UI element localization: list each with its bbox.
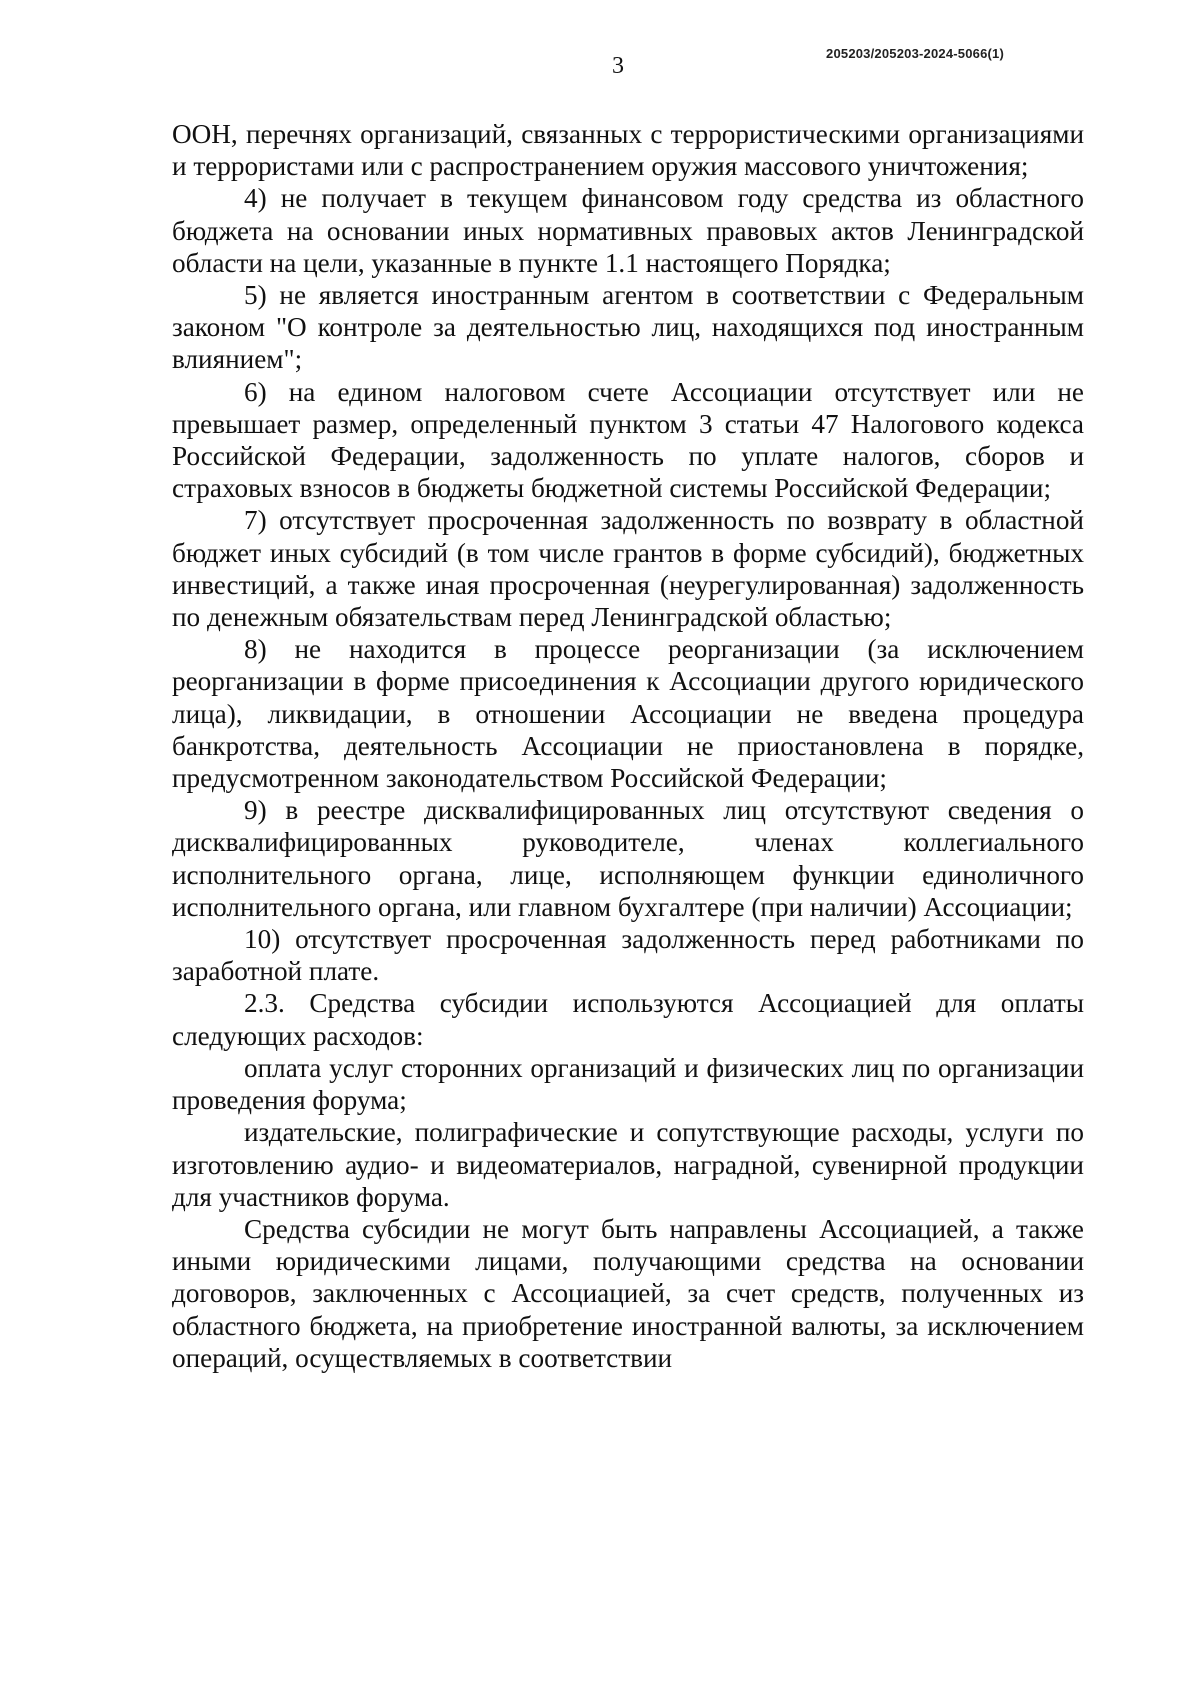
paragraph: 5) не является иностранным агентом в соответствии с Федеральным законом "О контроле за деятельностью лиц, находящихся под иностранным влиянием"; <box>172 280 1084 375</box>
paragraph: 6) на едином налоговом счете Ассоциации отсутствует или не превышает размер, определенный пунктом 3 статьи 47 Налогового кодекса Российской Федерации, задолженность по уплате налогов, сборов и страховых взносов в бюджеты бюджетной системы Российской Федерации; <box>172 376 1084 504</box>
document-id: 205203/205203-2024-5066(1) <box>826 46 1004 61</box>
paragraph: издательские, полиграфические и сопутствующие расходы, услуги по изготовлению аудио- и видеоматериалов, наградной, сувенирной продукции для участников форума. <box>172 1117 1084 1212</box>
paragraph: 10) отсутствует просроченная задолженность перед работниками по заработной плате. <box>172 924 1084 987</box>
paragraph: 7) отсутствует просроченная задолженность по возврату в областной бюджет иных субсидий (в том числе грантов в форме субсидий), бюджетных инвестиций, а также иная просроченная (неурегулированная) задолженность по денежным обязательствам перед Ленинградской областью; <box>172 505 1084 633</box>
paragraph: 4) не получает в текущем финансовом году средства из областного бюджета на основании иных нормативных правовых актов Ленинградской области на цели, указанные в пункте 1.1 настоящего Порядка; <box>172 183 1084 278</box>
paragraph: 2.3. Средства субсидии используются Ассоциацией для оплаты следующих расходов: <box>172 988 1084 1051</box>
paragraph: оплата услуг сторонних организаций и физических лиц по организации проведения форума; <box>172 1052 1084 1116</box>
paragraph: 8) не находится в процессе реорганизации (за исключением реорганизации в форме присоединения к Ассоциации другого юридического лица), ликвидации, в отношении Ассоциации не введена процедура банкротства, деятельность Ассоциации не приостановлена в порядке, предусмотренном законодательством Российской Федерации; <box>172 634 1084 794</box>
paragraph: Средства субсидии не могут быть направлены Ассоциацией, а также иными юридическими лицами, получающими средства на основании договоров, заключенных с Ассоциацией, за счет средств, полученных из областного бюджета, на приобретение иностранной валюты, за исключением операций, осуществляемых в соответствии <box>172 1213 1084 1373</box>
document-body <box>172 118 1084 1374</box>
paragraph: ООН, перечнях организаций, связанных с террористическими организациями и террористами или с распространением оружия массового уничтожения; <box>172 119 1084 182</box>
page-number: 3 <box>612 53 624 79</box>
paragraph: 9) в реестре дисквалифицированных лиц отсутствуют сведения о дисквалифицированных руководителе, членах коллегиального исполнительного органа, лице, исполняющем функции единоличного исполнительного органа, или главном бухгалтере (при наличии) Ассоциации; <box>172 795 1084 922</box>
